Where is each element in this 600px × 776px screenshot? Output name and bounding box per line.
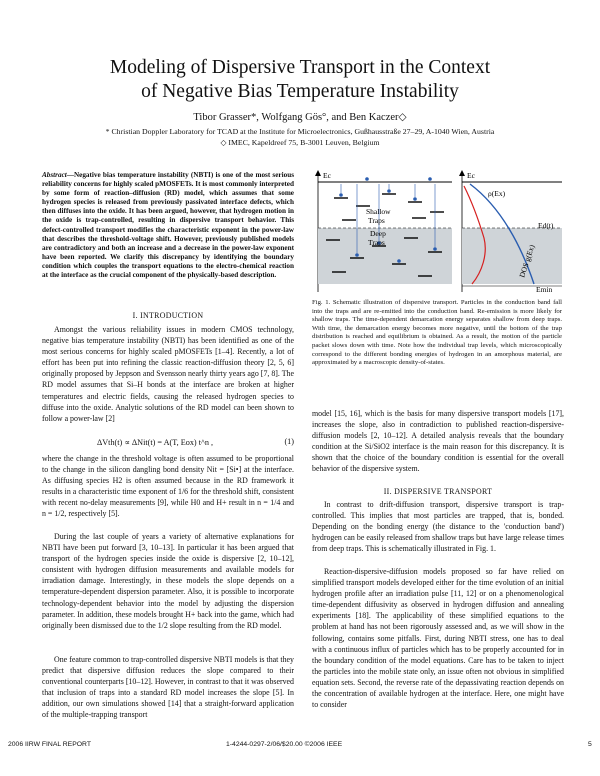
axis-arrow-right [459,170,465,176]
intro-paragraph-1: Amongst the various reliability issues in modern CMOS technology, negative bias temperature instability (NBTI) has been identified as one of the most serious concerns for highly scaled pMOSFETs [1–4]. Recently, a lot of effort has been put into refining the classic reaction-diffusion theory [2, 5, 6] originally proposed by Jeppson and Svensson nearly thirty years ago [7, 8]. The RD model assumes that Si–H bonds at the interface are broken at higher temperatures and electric fields, causing the released hydrogen species to diffuse into the oxide. Analytic solutions of the RD model can been shown to follow a power-law [2] [42,325,294,423]
affiliation-1: * Christian Doppler Laboratory for TCAD at the Institute for Microelectronics, Gußhausstraße 27–29, A-1040 Wien, Austria [105,127,495,136]
label-dos: DOS g(Ex) [517,243,537,279]
title-line-1: Modeling of Dispersive Transport in the Context [109,57,491,78]
label-traps-1: Traps [368,216,385,225]
intro-paragraph-3: During the last couple of years a variety of alternative explanations for NBTI have been put forward [3, 10–13]. In particular it has been argued that transport of the hydrogen species inside the oxide is dispersive [2, 10–12], consistent with hydrogen diffusion measurements and available models for irradiation damage. Interestingly, in these models the slope depends on a temperature-dependent dispersion parameter. Also, it is possible to incorporate technology-dependent behavior into the model by adjusting the dispersion parameter. In addition, these models brought H+ back into the game, which had originally been dismissed due to the 1/2 slope resulting from the RD model. [42,532,294,630]
section-2-paragraph-1 [312,499,564,554]
authors: Tibor Grasser*, Wolfgang Gös°, and Ben Kaczer◇ [193,112,407,123]
label-ec-right: Ec [467,171,475,180]
section-1-paragraph-2 [42,453,294,520]
section-1-paragraph-1 [42,324,294,424]
abstract [42,171,294,280]
right-column-paragraph-1 [312,408,564,475]
label-rho: ρ(Ex) [488,189,506,198]
section-2-paragraph-2 [312,566,564,710]
abstract-label: Abstract— [42,171,74,179]
label-emin: Emin [536,285,553,294]
label-deep: Deep [370,229,386,238]
affiliation-2: ◇ IMEC, Kapeldreef 75, B-3001 Leuven, Belgium [220,138,380,147]
paper-title [0,56,600,104]
label-ec-left: Ec [323,171,331,180]
footer-center: 1-4244-0297-2/06/$20.00 ©2006 IEEE [226,741,343,748]
page-number: 5 [588,741,592,748]
deep-region-right [462,228,562,284]
dispersive-paragraph-1: In contrast to drift-diffusion transport, dispersive transport is trap-controlled. This implies that most particles are trapped, that is, bonded. Depending on the bonding energy (the distance to the 'conduction band') hydrogen can be easily released from shallow traps but have large release times from deep traps. This is schematically illustrated in Fig. 1. [312,500,564,554]
section-1-paragraph-4 [42,654,294,721]
footer-left: 2006 IIRW FINAL REPORT [8,741,91,748]
axis-arrow-left [315,170,321,176]
label-ed: Ed(t) [538,221,554,230]
equation-number: (1) [284,437,294,446]
figure-1-caption: Fig. 1. Schematic illustration of dispersive transport. Particles in the conduction band fall into the traps and are re-emitted into the conduction band. Re-emission is more likely for shallow traps. The time-dependent demarcation energy separates shallow from deep traps. With time, the demarcation energy becomes more negative, until the bottom of the trap distribution is reached and equilibrium is obtained. As a result, the motion of the particle packet slows down with time. Note how the individual trap levels, which microscopically correspond to the different bonding energies of hydrogen in an amorphous material, are approximated by a macroscopic density-of-states. [312,299,562,367]
intro-paragraph-4: One feature common to trap-controlled dispersive NBTI models is that they predict that dispersive diffusion reduces the slope compared to their conventional counterparts [10–12]. However, in contrast to that it was observed that inclusion of traps into a standard RD model increases the slope [5]. In addition, our own simulations showed [14] that a straight-forward application of the multiple-trapping transport [42,655,294,720]
equation-body: ΔVth(t) ∝ ΔNit(t) = A(T, Eox) t^n , [97,438,214,447]
figure-1 [312,168,564,296]
title-line-2: of Negative Bias Temperature Instability [141,81,459,102]
section-1-paragraph-3 [42,531,294,631]
section-2-heading: II. DISPERSIVE TRANSPORT [383,487,493,496]
label-shallow: Shallow [366,207,391,216]
abstract-text: Negative bias temperature instability (NBTI) is one of the most serious reliability concerns for highly scaled pMOSFETs. It is most commonly interpreted by some form of reaction–diffusion (RD) model, which assumes that some hydrogen species is released from previously passivated interface defects, which then diffuses into the oxide. It has been argued, however, that hydrogen motion in the oxide is trap-controlled, resulting in dispersive transport behavior. This defect-controlled transport modifies the characteristic exponent in the power-law that describes the threshold-voltage shift. However, previously published models are contradictory and both an increase and a decrease in the power-law exponent have been reported. We clarify this discrepancy by identifying the boundary condition which couples the transport equations to the electro-chemical reaction at the interface as the crucial component of the physically-based description. [42,171,294,280]
continued-paragraph: model [15, 16], which is the basis for many dispersive transport models [17], increases the slope, also in contradiction to published reaction-dispersive-diffusion models [2, 10–12]. A detailed analysis reveals that the boundary condition at the Si/SiO2 interface is the main reason for this discrepancy. It is shown that the choice of the boundary condition is essential for the overall behavior of the dispersive system. [312,409,564,474]
dispersive-paragraph-2: Reaction-dispersive-diffusion models proposed so far have relied on simplified transport models developed either for the time evolution of an initial hydrogen profile after an irradiation pulse [11, 12] or on a phenomenological time-dependent diffusivity as observed in hydrogen diffusion and annealing experiments [18]. The applicability of these simplified equations to the problem at hand has not been rigorously assessed and, as we will show in the following, contains some pitfalls. First, during NBTI stress, one has to deal with a continuous influx of particles which has to be properly accounted for in the boundary condition of the model equations. Care has to be taken to inject the particles into the mobile state only, an issue often not obvious in simplified equation sets. Second, the reverse rate of the depassivating reaction depends on the concentration of available hydrogen at the interface. Here, one might have to consider [312,567,564,710]
label-traps-2: Traps [368,238,385,247]
intro-paragraph-2: where the change in the threshold voltage is often assumed to be proportional to the change in the silicon dangling bond density Nit = [Si•] at the interface. As diffusing species H2 is often assumed because in the RD framework it results in a characteristic time exponent of 1/6 for the threshold shift, consistent with recent no-delay measurements [9], while H0 and H+ result in n = 1/4 and n = 1/2, respectively [5]. [42,454,294,519]
section-1-heading: I. INTRODUCTION [132,311,204,320]
